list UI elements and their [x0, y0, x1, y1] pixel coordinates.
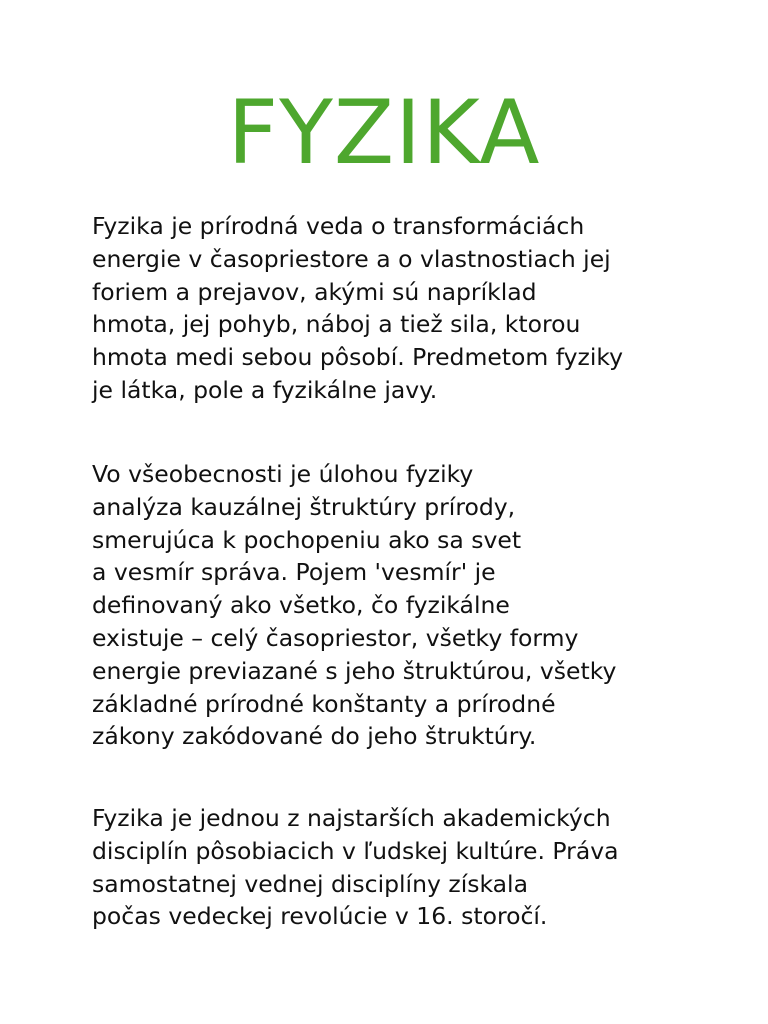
paragraph-line: definovaný ako všetko, čo fyzikálne	[92, 591, 510, 620]
paragraph-line: energie v časopriestore a o vlastnostiach jej	[92, 244, 611, 273]
paragraph-line: Fyzika je prírodná veda o transformáciách	[92, 212, 585, 240]
paragraph-line: základné prírodné konštanty a prírodné	[92, 689, 556, 718]
document-title: FYZIKA	[227, 81, 541, 184]
paragraph-line: je látka, pole a fyzikálne javy.	[92, 375, 438, 404]
paragraph-line: hmota medi sebou pôsobí. Predmetom fyziky	[92, 343, 624, 372]
paragraph-line: Vo všeobecnosti je úlohou fyziky	[92, 460, 474, 488]
paragraph-line: hmota, jej pohyb, náboj a tiež sila, ktorou	[92, 310, 581, 339]
paragraph-line: disciplín pôsobiacich v ľudskej kultúre. Práva	[92, 836, 619, 865]
paragraph-line: analýza kauzálnej štruktúry prírody,	[92, 492, 516, 521]
paragraph-line: energie previazané s jeho štruktúrou, všetky	[92, 656, 617, 685]
paragraph-line: samostatnej vednej disciplíny získala	[92, 869, 528, 898]
paragraph-line: a vesmír správa. Pojem 'vesmír' je	[92, 558, 496, 587]
paragraph-line: zákony zakódované do jeho štruktúry.	[92, 722, 537, 751]
paragraph-1	[92, 210, 692, 407]
paragraph-line: počas vedeckej revolúcie v 16. storočí.	[92, 902, 548, 931]
paragraph-line: Fyzika je jednou z najstarších akademických	[92, 804, 611, 832]
paragraph-3	[92, 802, 692, 933]
paragraph-line: existuje – celý časopriestor, všetky formy	[92, 623, 579, 652]
paragraph-2	[92, 458, 692, 753]
paragraph-line: smerujúca k pochopeniu ako sa svet	[92, 525, 522, 554]
paragraph-line: foriem a prejavov, akými sú napríklad	[92, 277, 537, 306]
